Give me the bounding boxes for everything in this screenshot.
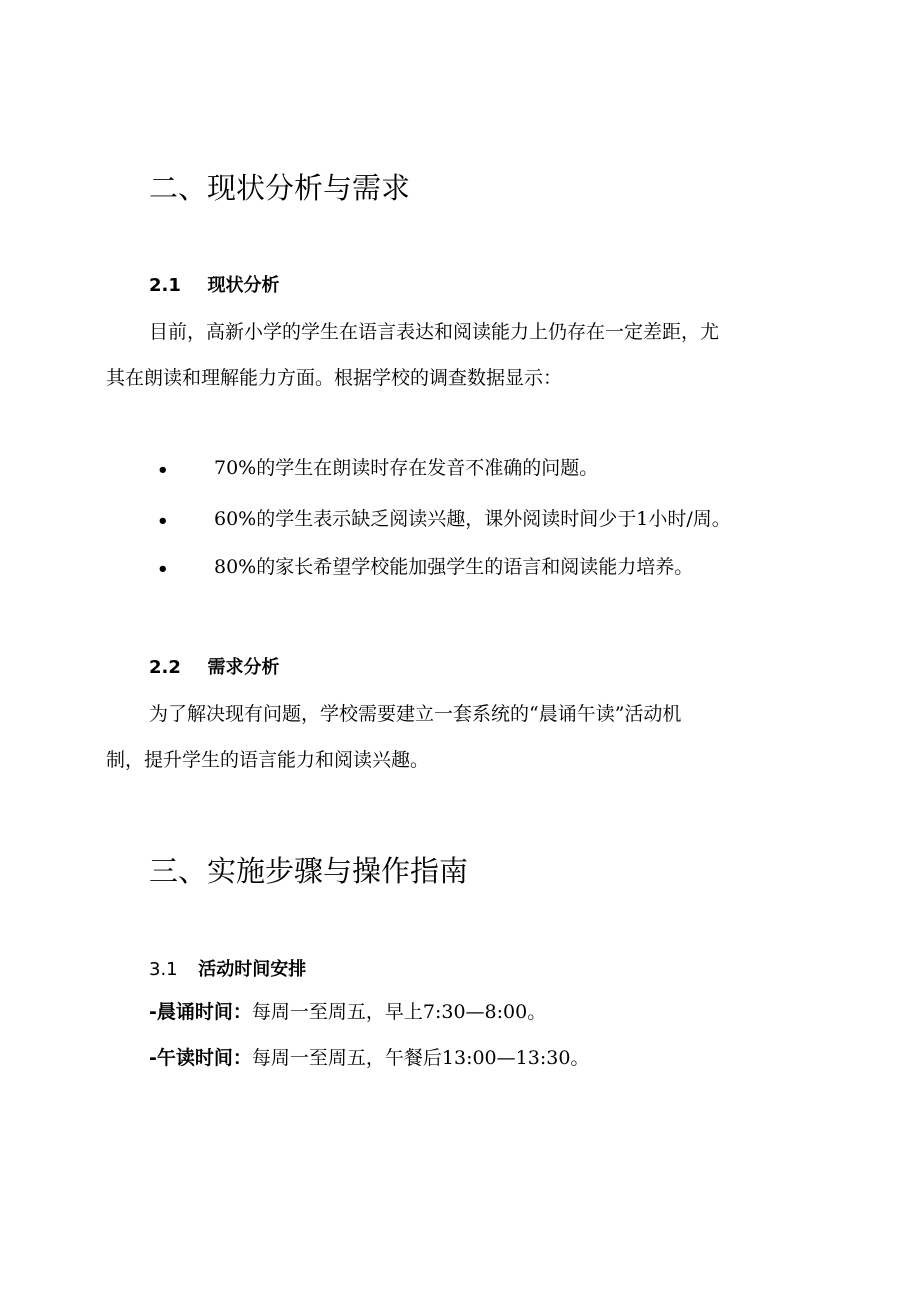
bullet-item-2: 60%的学生表示缺乏阅读兴趣，课外阅读时间少于1小时/周。 [214, 508, 731, 530]
paragraph-2-2-line-1: 为了解决现有问题，学校需要建立一套系统的“晨诵午读”活动机 [149, 703, 682, 725]
schedule-item-label: -午读时间： [149, 1047, 252, 1069]
paragraph-2-1-line-1-text: 目前，高新小学的学生在语言表达和阅读能力上仍存在一定差距，尤 [149, 321, 720, 343]
subsection-3-1-title: 活动时间安排 [198, 959, 307, 980]
bullet-item-3: 80%的家长希望学校能加强学生的语言和阅读能力培养。 [214, 556, 694, 578]
schedule-item-label: -晨诵时间： [149, 1001, 252, 1023]
subsection-2-2-heading [149, 653, 279, 679]
section-2-heading: 二、现状分析与需求 [149, 171, 411, 205]
subsection-3-1-heading [149, 955, 306, 981]
subsection-2-2-number: 2.2 [149, 657, 181, 678]
bullet-marker: • [157, 460, 169, 481]
schedule-item-morning [149, 1000, 546, 1025]
subsection-3-1-number: 3.1 [149, 959, 178, 980]
subsection-2-1-heading [149, 271, 279, 297]
paragraph-2-1-line-2: 其在朗读和理解能力方面。根据学校的调查数据显示： [106, 367, 563, 389]
bullet-item-1: 70%的学生在朗读时存在发音不准确的问题。 [214, 457, 599, 479]
schedule-item-noon [149, 1046, 589, 1071]
schedule-item-value: 每周一至周五，午餐后13:00—13:30。 [251, 1047, 590, 1069]
subsection-2-1-number: 2.1 [149, 275, 181, 296]
paragraph-2-2-line-2: 制，提升学生的语言能力和阅读兴趣。 [106, 749, 430, 771]
paragraph-2-1-line-1 [149, 320, 719, 345]
schedule-item-value: 每周一至周五，早上7:30—8:00。 [251, 1001, 547, 1023]
bullet-marker: • [157, 559, 169, 580]
bullet-marker: • [157, 511, 169, 532]
subsection-2-2-title: 需求分析 [207, 657, 280, 678]
section-3-heading: 三、实施步骤与操作指南 [149, 854, 469, 888]
subsection-2-1-title: 现状分析 [207, 275, 280, 296]
